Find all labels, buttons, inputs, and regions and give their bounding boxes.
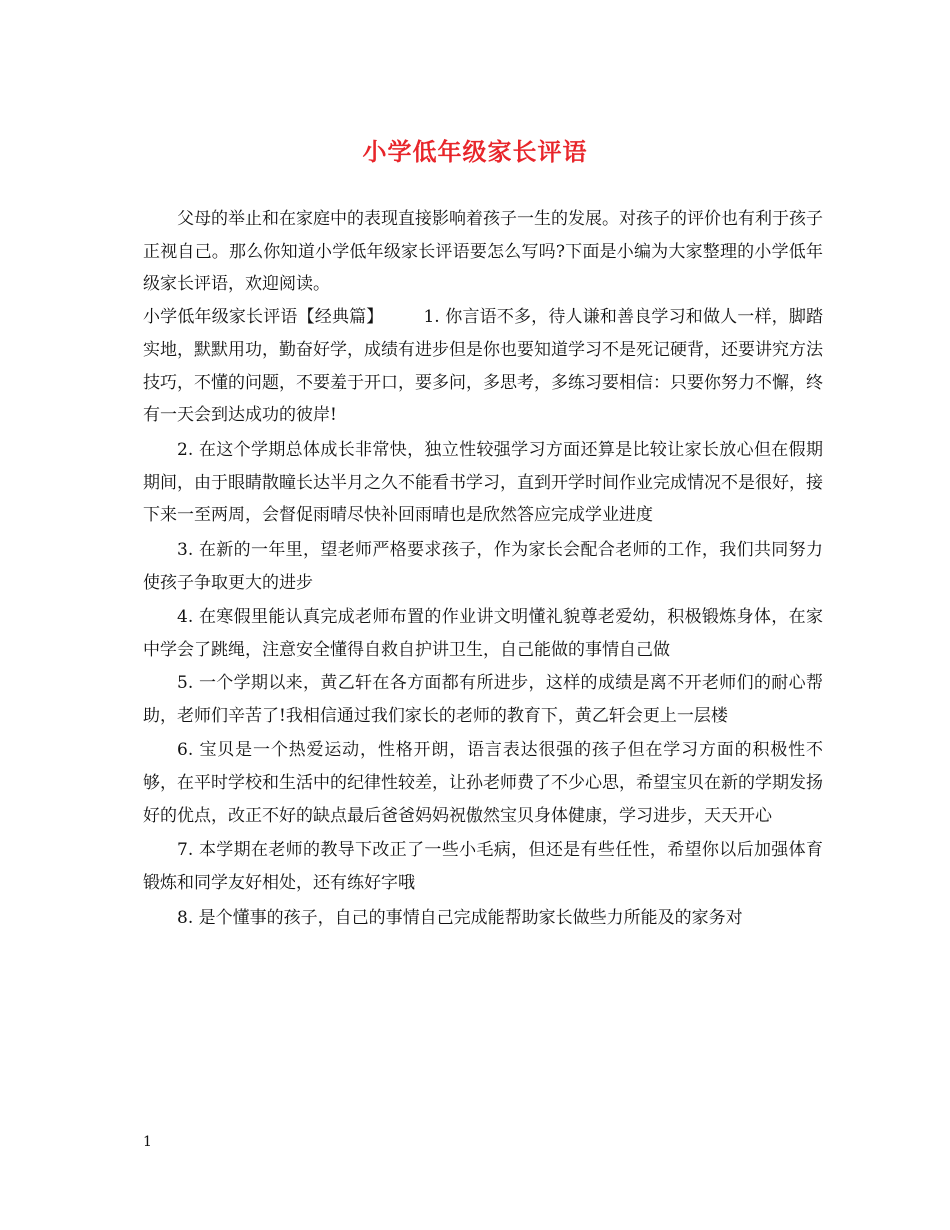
comment-item-6: 6. 宝贝是一个热爱运动，性格开朗，语言表达很强的孩子但在学习方面的积极性不够，在平时学校和生活中的纪律性较差，让孙老师费了不少心思，希望宝贝在新的学期发扬好的优点，改正不好的缺点最后爸爸妈妈祝傲然宝贝身体健康，学习进步，天天开心 bbox=[143, 740, 823, 826]
document-title: 小学低年级家长评语 bbox=[362, 137, 588, 166]
document-body bbox=[143, 203, 823, 934]
comment-item-8: 8. 是个懂事的孩子，自己的事情自己完成能帮助家长做些力所能及的家务对 bbox=[177, 907, 743, 928]
section-heading: 小学低年级家长评语【经典篇】 bbox=[143, 307, 384, 328]
comment-item-1: 1. 你言语不多，待人谦和善良学习和做人一样，脚踏实地，默默用功，勤奋好学，成绩有进步但是你也要知道学习不是死记硬背，还要讲究方法技巧，不懂的问题，不要羞于开口，要多问，多思考，多练习要相信：只要你努力不懈，终有一天会到达成功的彼岸! bbox=[143, 307, 824, 426]
section-paragraph bbox=[143, 301, 823, 432]
comment-item-5: 5. 一个学期以来，黄乙轩在各方面都有所进步，这样的成绩是离不开老师们的耐心帮助，老师们辛苦了!我相信通过我们家长的老师的教育下，黄乙轩会更上一层楼 bbox=[143, 672, 823, 726]
comment-item-2: 2. 在这个学期总体成长非常快，独立性较强学习方面还算是比较让家长放心但在假期期间，由于眼睛散瞳长达半月之久不能看书学习，直到开学时间作业完成情况不是很好，接下来一至两周，会督促雨晴尽快补回雨晴也是欣然答应完成学业进度 bbox=[143, 439, 823, 526]
intro-paragraph: 父母的举止和在家庭中的表现直接影响着孩子一生的发展。对孩子的评价也有利于孩子正视自己。那么你知道小学低年级家长评语要怎么写吗?下面是小编为大家整理的小学低年级家长评语，欢迎阅读。 bbox=[143, 209, 823, 295]
comment-item-7: 7. 本学期在老师的教导下改正了一些小毛病，但还是有些任性，希望你以后加强体育锻炼和同学友好相处，还有练好字哦 bbox=[143, 840, 823, 894]
page-number: 1 bbox=[143, 1134, 152, 1150]
comment-item-4: 4. 在寒假里能认真完成老师布置的作业讲文明懂礼貌尊老爱幼，积极锻炼身体，在家中学会了跳绳，注意安全懂得自救自护讲卫生，自己能做的事情自己做 bbox=[143, 607, 823, 661]
comment-item-3: 3. 在新的一年里，望老师严格要求孩子，作为家长会配合老师的工作，我们共同努力使孩子争取更大的进步 bbox=[143, 540, 823, 593]
